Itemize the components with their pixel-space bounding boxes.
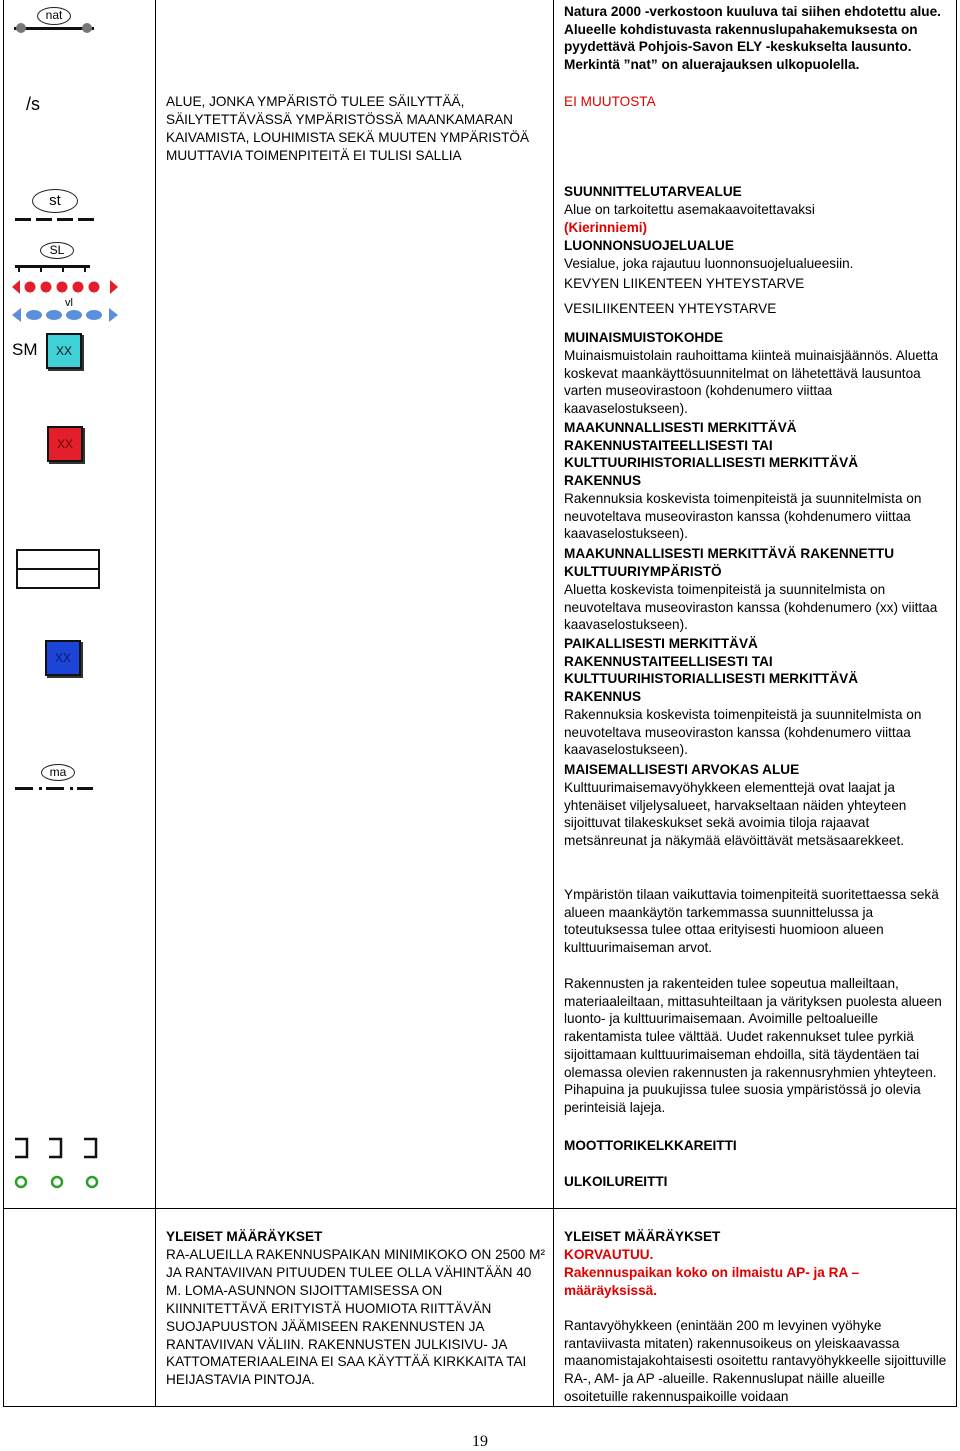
- bottom-right-red-2: Rakennuspaikan koko on ilmaistu AP- ja RA –määräyksissä.: [564, 1265, 860, 1298]
- bottom-right-heading: YLEISET MÄÄRÄYKSET: [564, 1229, 721, 1244]
- vl-code: vl: [65, 297, 73, 309]
- sm-title: MUINAISMUISTOKOHDE: [564, 330, 724, 345]
- st-oval: st: [32, 189, 78, 213]
- red-building-title: MAAKUNNALLISESTI MERKITTÄVÄ RAKENNUSTAITEELLISESTI TAI KULTTUURIHISTORIALLISESTI MERKITTÄVÄ RAKENNUS: [564, 420, 859, 489]
- outdoor-route-icon: [12, 1173, 102, 1191]
- st-title: SUUNNITTELUTARVEALUE: [564, 184, 742, 199]
- st-desc: Alue on tarkoitettu asemakaavoitettavaksi: [564, 202, 815, 217]
- bottom-left-text: RA-ALUEILLA RAKENNUSPAIKAN MINIMIKOKO ON 2500 M² JA RANTAVIIVAN PITUUDEN TULEE OLLA VÄHINTÄÄN 40 M. LOMA-ASUNNON SIJOITTAMISESSA ON KIINNITETTÄVÄ ERITYISTÄ HUOMIOTA RIITTÄVÄN SUOJAPUUSTON JÄÄMISEEN RAKENNUSTEN JA RANTAVIIVAN VÄLIIN. RAKENNUSTEN JULKISIVU- JA KATTOMATERIAALEINA EI SAA KÄYTTÄÄ KIRKKAITA TAI HEIJASTAVIA PINTOJA.: [166, 1247, 545, 1388]
- red-dotted-route-icon: [12, 276, 120, 298]
- sl-title: LUONNONSUOJELUALUE: [564, 238, 734, 253]
- bottom-left-heading: YLEISET MÄÄRÄYKSET: [166, 1229, 323, 1244]
- sm-desc: Muinaismuistolain rauhoittama kiinteä muinaisjäännös. Aluetta koskevat maankäyttösuunnitelmat on lähetettävä lausuntoa varten museovirastoon (kohdenumero viittaa kaavaselostukseen).: [564, 348, 939, 417]
- blue-building-desc: Rakennuksia koskevista toimenpiteistä ja suunnitelmista on neuvoteltava museoviraston kanssa (kohdenumero viittaa kaavaselostukseen).: [564, 707, 922, 758]
- nat-oval: nat: [37, 7, 71, 25]
- blue-building-title: PAIKALLISESTI MERKITTÄVÄ RAKENNUSTAITEELLISESTI TAI KULTTUURIHISTORIALLISESTI MERKITTÄVÄ RAKENNUS: [564, 636, 859, 705]
- snowmobile-route-icon: [12, 1136, 102, 1160]
- table-col-divider-1: [155, 0, 156, 1406]
- ma-desc: Kulttuurimaisemavyöhykkeen elementtejä ovat laajat ja yhtenäiset viljelysalueet, harvakseltaan näiden yhteyteen sijoittuvat tilakeskukset sekä avoimia tiloja rajaavat metsänreunat ja näkymää elävöittävät metsäsaarekkeet.: [564, 780, 907, 849]
- cyan-xx-marker: [46, 333, 82, 369]
- table-bottom-border: [3, 1406, 957, 1407]
- ma-title: MAISEMALLISESTI ARVOKAS ALUE: [564, 762, 800, 777]
- built-environment-title: MAAKUNNALLISESTI MERKITTÄVÄ RAKENNETTU KULTTUURIYMPÄRISTÖ: [564, 546, 895, 579]
- st-red-note: (Kierinniemi): [564, 220, 648, 235]
- blue-xx-label: XX: [54, 651, 71, 665]
- ma-paragraph-2: Ympäristön tilaan vaikuttavia toimenpiteitä suoritettaessa sekä alueen maankäytön tarkemmassa suunnittelussa ja toteutuksessa tulee ottaa erityisesti huomioon alueen kulttuurimaiseman arvot.: [564, 887, 939, 956]
- sm-code: SM: [12, 340, 38, 359]
- table-right-border: [956, 0, 957, 1406]
- table-col-divider-2: [553, 0, 554, 1406]
- ma-oval: ma: [41, 764, 75, 781]
- kevyt-liikenne-title: KEVYEN LIIKENTEEN YHTEYSTARVE: [564, 276, 805, 291]
- page-number: 19: [472, 1433, 488, 1450]
- natura-text: Natura 2000 -verkostoon kuuluva tai siihen ehdotettu alue. Alueelle kohdistuvasta rakennuslupahakemuksesta on pyydettävä Pohjois-Savon ELY -keskukselta lausunto. Merkintä ”nat” on aluerajauksen ulkopuolella.: [564, 4, 941, 73]
- slash-s-code: /s: [26, 94, 41, 114]
- bottom-right-red-1: KORVAUTUU.: [564, 1247, 654, 1262]
- built-environment-rect-symbol: [16, 549, 100, 589]
- vesiliikenne-title: VESILIIKENTEEN YHTEYSTARVE: [564, 301, 777, 316]
- snowmobile-route-title: MOOTTORIKELKKAREITTI: [564, 1138, 737, 1153]
- blue-xx-marker: [45, 640, 81, 676]
- built-environment-desc: Aluetta koskevista toimenpiteistä ja suunnitelmista on neuvoteltava museoviraston kanssa (kohdenumero (xx) viittaa kaavaselostukseen).: [564, 582, 938, 633]
- table-left-border: [3, 0, 4, 1406]
- water-route-icon: [12, 305, 120, 325]
- bottom-right-text: Rantavyöhykkeen (enintään 200 m levyinen vyöhyke rantaviivasta mitaten) rakennusoikeus on yleiskaavassa maanomistajakohtaisesti osoitettu rantavyöhykkeelle sijoittuville RA-, AM- ja AP -alueille. Rakennuslupat näille alueille osoitetuille rakennuspaikoille voidaan: [564, 1318, 947, 1404]
- red-xx-marker: [47, 426, 83, 462]
- table-row-divider-bottom: [3, 1208, 957, 1209]
- sl-desc: Vesialue, joka rajautuu luonnonsuojelualueesiin.: [564, 256, 854, 271]
- s-area-description: ALUE, JONKA YMPÄRISTÖ TULEE SÄILYTTÄÄ, SÄILYTETTÄVÄSSÄ YMPÄRISTÖSSÄ MAANKAMARAN KAIVAMISTA, LOUHIMISTA SEKÄ MUUTEN YMPÄRISTÖÄ MUUTTAVIA TOIMENPITEITÄ EI TULISI SALLIA: [166, 94, 530, 163]
- cyan-xx-label: XX: [55, 344, 72, 358]
- ma-paragraph-3: Rakennusten ja rakenteiden tulee sopeutua malleiltaan, materiaaleiltaan, mittasuhteiltaan ja värityksen puolesta alueen luonto- ja kulttuurimaisemaan. Avoimille peltoalueille rakentamista tulee välttää. Uudet rakennukset tulee pyrkiä sijoittamaan kulttuurimaiseman ehdoilla, sitä täydentäen tai olemassa olevien rakennusten ja rakennusryhmien yhteyteen. Pihapuina ja puukujissa tulee suosia ympäristössä jo olevia perinteisiä lajeja.: [564, 976, 942, 1115]
- outdoor-route-title: ULKOILUREITTI: [564, 1174, 668, 1189]
- sl-oval: SL: [40, 242, 74, 259]
- red-building-desc: Rakennuksia koskevista toimenpiteistä ja suunnitelmista on neuvoteltava museoviraston kanssa (kohdenumero viittaa kaavaselostukseen).: [564, 491, 922, 542]
- ei-muutosta: EI MUUTOSTA: [564, 94, 656, 109]
- red-xx-label: XX: [56, 437, 73, 451]
